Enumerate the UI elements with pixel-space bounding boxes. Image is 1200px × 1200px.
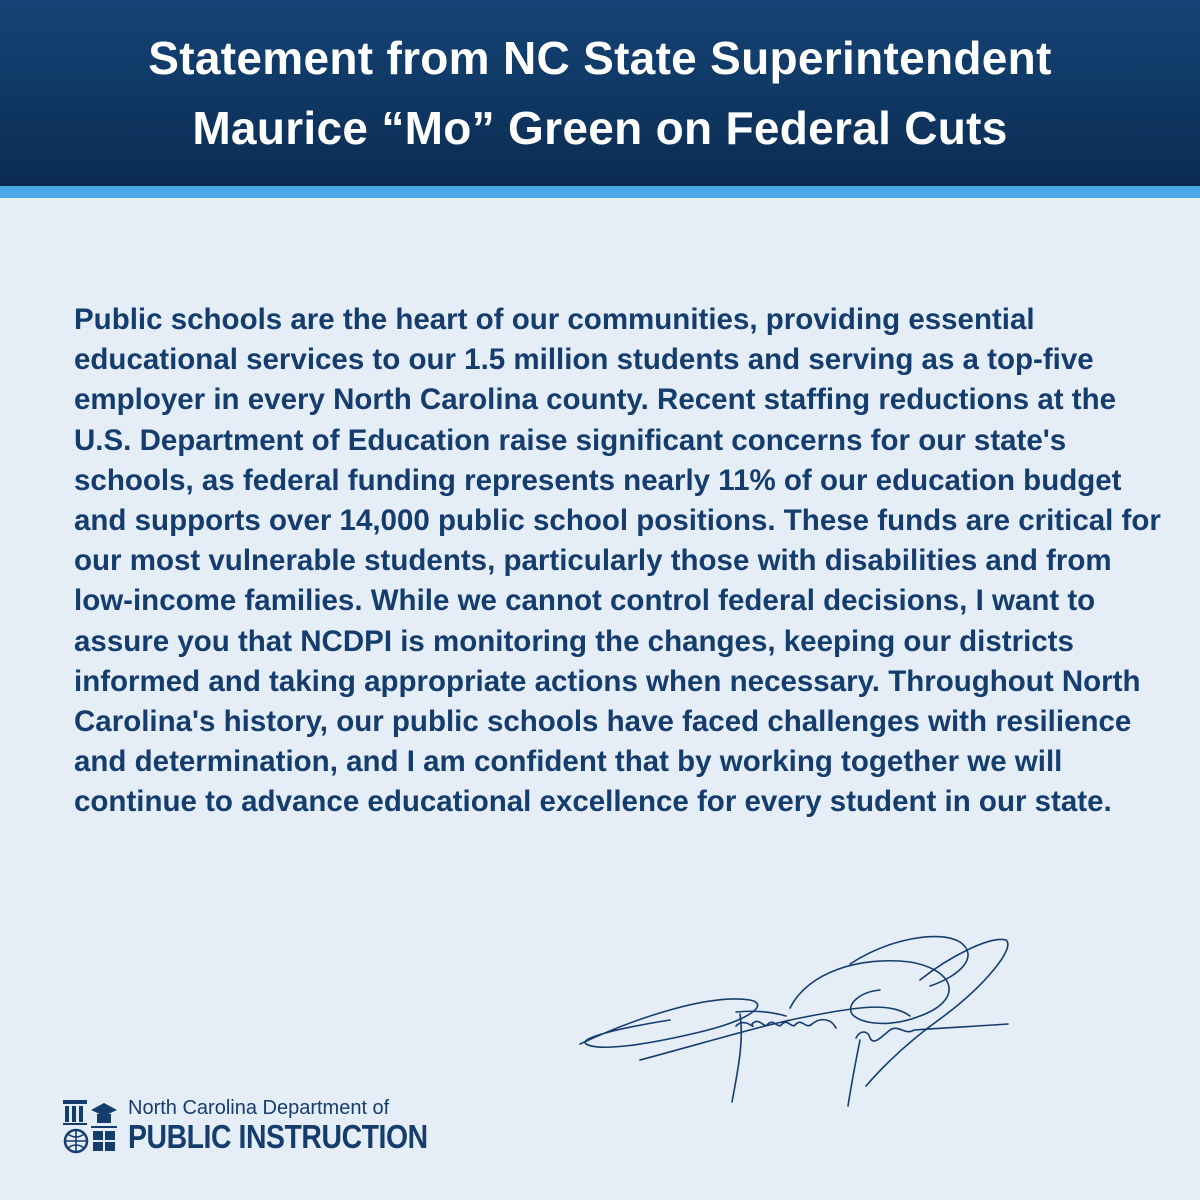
ncdpi-emblem-icon bbox=[60, 1096, 118, 1154]
title-line-1: Statement from NC State Superintendent bbox=[148, 32, 1052, 84]
signature-image bbox=[560, 920, 1030, 1120]
logo-department-name: North Carolina Department of bbox=[128, 1097, 390, 1119]
statement-text: Public schools are the heart of our communities, providing essential educational services to our 1.5 million students and serving as a top-five employer in every North Carolina county. Recent staffing reductions at the U.S. Department of Education raise significant concerns for our state's schools, as federal funding represents nearly 11% of our education budget and supports over 14,000 public school positions. These funds are critical for our most vulnerable students, particularly those with disabilities and from low-income families. While we cannot control federal decisions, I want to assure you that NCDPI is monitoring the changes, keeping our districts informed and taking appropriate actions when necessary. Throughout North Carolina's history, our public schools have faced challenges with resilience and determination, and I am confident that by working together we will continue to advance educational excellence for every student in our state. bbox=[74, 303, 1161, 819]
logo-public-instruction: PUBLIC INSTRUCTION bbox=[128, 1118, 428, 1155]
header-banner bbox=[0, 0, 1200, 186]
title-line-2: Maurice “Mo” Green on Federal Cuts bbox=[192, 102, 1008, 154]
accent-divider bbox=[0, 186, 1200, 198]
ncdpi-logo bbox=[60, 1096, 477, 1154]
